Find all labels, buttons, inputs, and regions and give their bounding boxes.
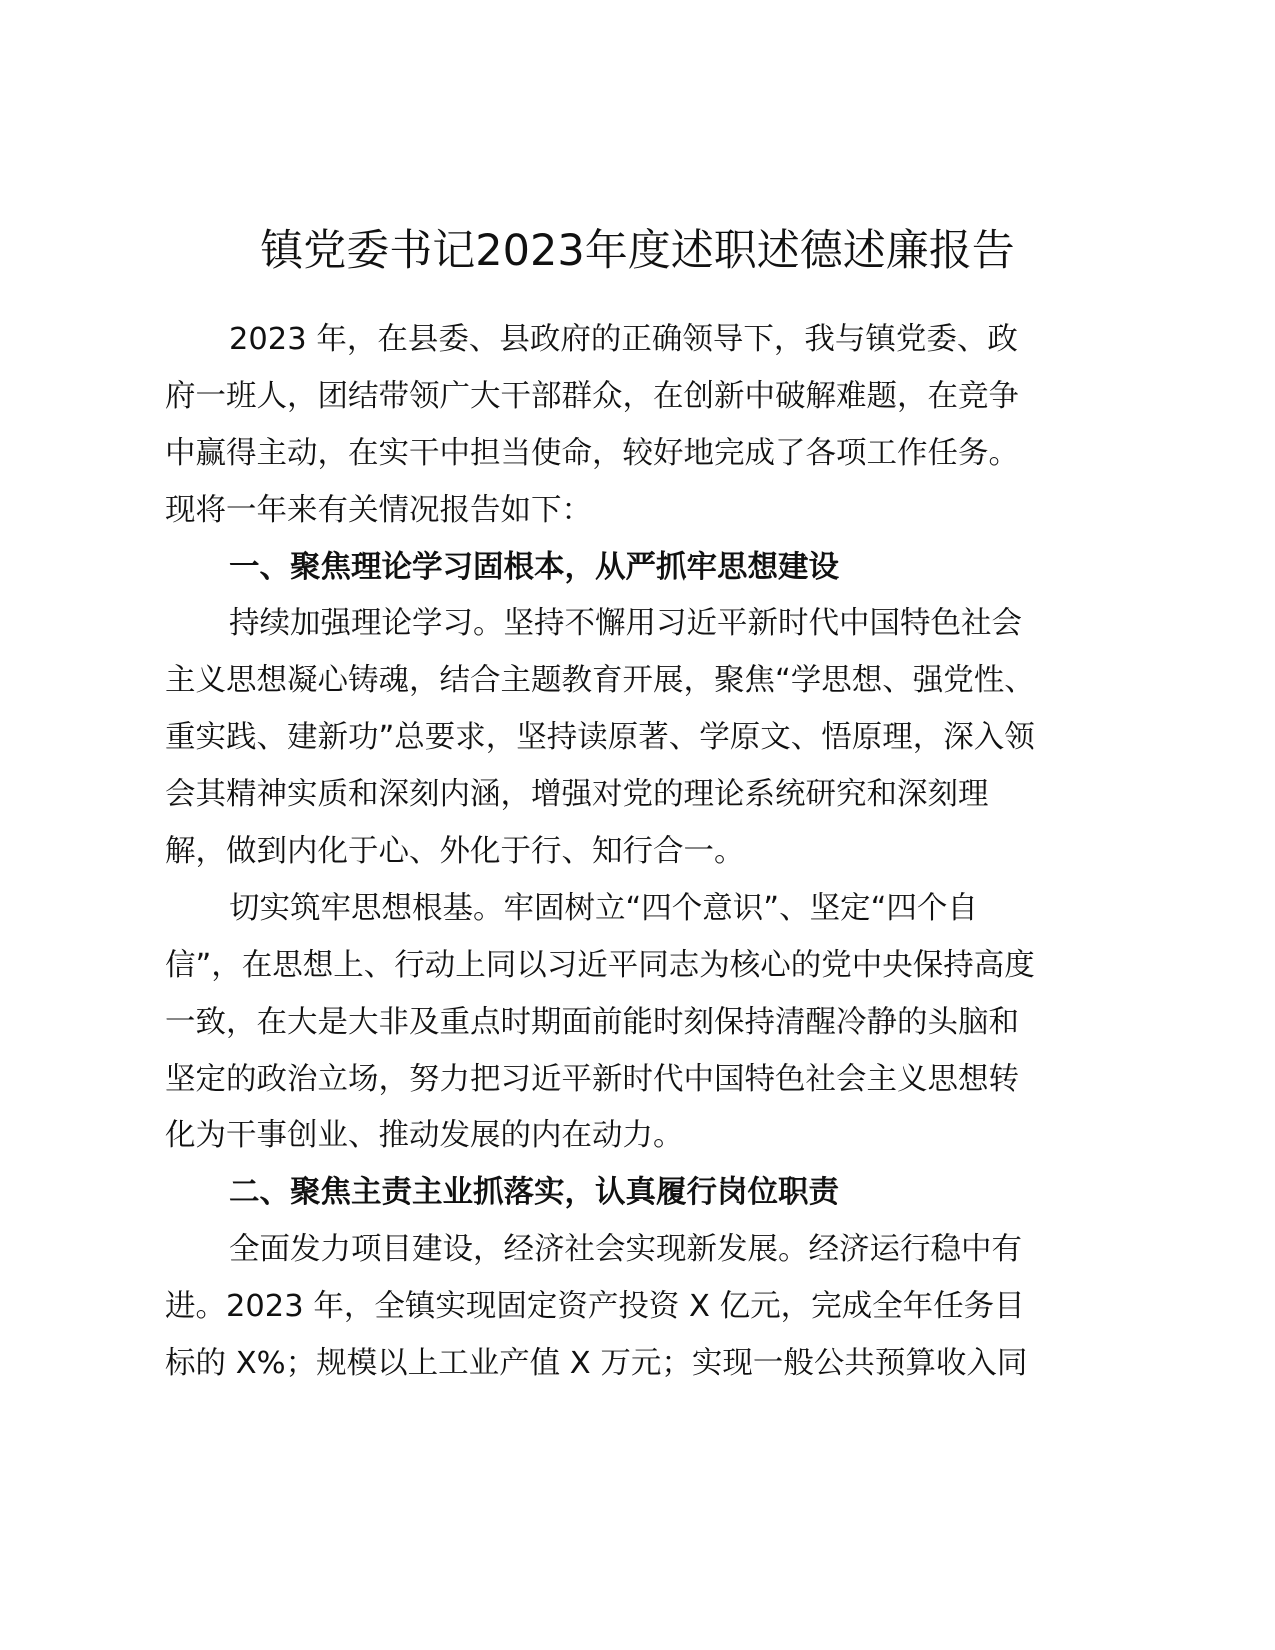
paragraph-line: 信”，在思想上、行动上同以习近平同志为核心的党中央保持高度 [165,947,1035,983]
paragraph-line: 全面发力项目建设，经济社会实现新发展。经济运行稳中有 [229,1232,1022,1268]
paragraph-line: 化为干事创业、推动发展的内在动力。 [165,1118,684,1154]
section-heading: 二、聚焦主责主业抓落实，认真履行岗位职责 [229,1175,839,1211]
paragraph-line: 主义思想凝心铸魂，结合主题教育开展，聚焦“学思想、强党性、 [165,663,1035,699]
paragraph-line: 标的 X%；规模以上工业产值 X 万元；实现一般公共预算收入同 [165,1346,1028,1382]
paragraph-line: 持续加强理论学习。坚持不懈用习近平新时代中国特色社会 [229,606,1022,642]
paragraph-line: 解，做到内化于心、外化于行、知行合一。 [165,834,745,870]
paragraph-line: 进。2023 年，全镇实现固定资产投资 X 亿元，完成全年任务目 [165,1289,1025,1325]
paragraph-line: 重实践、建新功”总要求，坚持读原著、学原文、悟原理，深入领 [165,720,1035,756]
paragraph-line: 现将一年来有关情况报告如下： [165,492,592,528]
paragraph-line: 坚定的政治立场，努力把习近平新时代中国特色社会主义思想转 [165,1061,1019,1097]
paragraph-line: 2023 年，在县委、县政府的正确领导下，我与镇党委、政 [229,322,1018,357]
paragraph-line: 府一班人，团结带领广大干部群众，在创新中破解难题，在竞争 [165,378,1019,414]
document-body [165,312,1115,1393]
section-heading: 一、聚焦理论学习固根本，从严抓牢思想建设 [229,549,839,585]
paragraph-line: 会其精神实质和深刻内涵，增强对党的理论系统研究和深刻理 [165,777,989,813]
paragraph-line: 中赢得主动，在实干中担当使命，较好地完成了各项工作任务。 [165,435,1019,471]
paragraph-line: 切实筑牢思想根基。牢固树立“四个意识”、坚定“四个自 [229,890,978,926]
document-title: 镇党委书记2023年度述职述德述廉报告 [260,226,1015,276]
paragraph-line: 一致，在大是大非及重点时期面前能时刻保持清醒冷静的头脑和 [165,1004,1019,1040]
